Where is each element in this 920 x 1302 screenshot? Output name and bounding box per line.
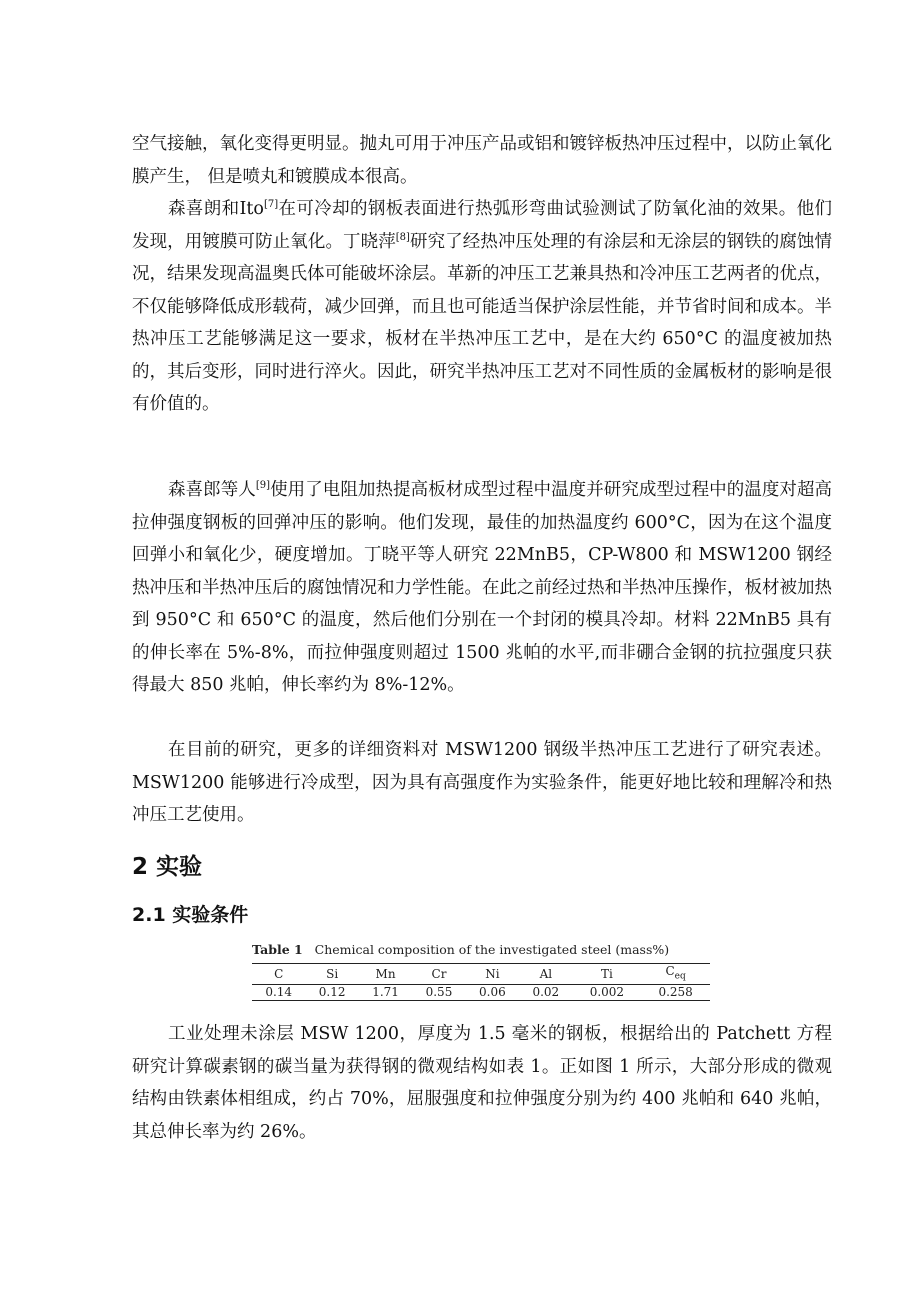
table-value-cell: 0.06 (479, 985, 506, 1000)
table-value-cell: 0.14 (265, 985, 293, 1000)
paragraph-text: 在可冷却的钢板表面进行热弧形弯曲试验测试了防氧化油的效果。他们发现，用镀膜可防止氧化。丁晓萍 (132, 199, 832, 252)
section-heading: 2 实验 (132, 854, 203, 880)
paragraph-text: 森喜郎等人 (168, 480, 256, 500)
paragraph-text: 在目前的研究，更多的详细资料对 MSW1200 钢级半热冲压工艺进行了研究表述。MSW1200 能够进行冷成型，因为具有高强度作为实验条件，能更好地比较和理解冷和热冲压工艺使用。 (132, 740, 832, 825)
table-caption-label: Table 1 (252, 942, 303, 957)
composition-table (252, 963, 710, 1001)
citation-ref: [7] (263, 199, 279, 210)
table-header-cell: Ti (573, 964, 642, 985)
table-header-cell: Mn (359, 964, 412, 985)
citation-ref: [9] (255, 480, 270, 491)
paragraph-text: 研究了经热冲压处理的有涂层和无涂层的钢铁的腐蚀情况，结果发现高温奥氏体可能破坏涂层。革新的冲压工艺兼具热和冷冲压工艺两者的优点，不仅能够降低成形载荷，减少回弹，而且也可能适当保护涂层性能，并节省时间和成本。半热冲压工艺能够满足这一要求，板材在半热冲压工艺中，是在大约 650°C 的温度被加热的，其后变形，同时进行淬火。因此，研究半热冲压工艺对不同性质的金属板材的影响是很有价值的。 (132, 231, 832, 414)
table-header-cell: Al (519, 964, 572, 985)
table-header-cell: Cr (412, 964, 465, 985)
table-header-subscript: eq (674, 971, 686, 982)
subsection-heading: 2.1 实验条件 (132, 904, 249, 926)
table-header-cell: C (252, 964, 305, 985)
table-value-row (252, 985, 710, 1001)
table-value-cell: 0.12 (318, 985, 346, 1000)
paragraph-text: 使用了电阻加热提高板材成型过程中温度并研究成型过程中的温度对超高拉伸强度钢板的回弹冲压的影响。他们发现，最佳的加热温度约 600°C，因为在这个温度回弹小和氧化少，硬度增加。丁晓平等人研究 22MnB5，CP-W800 和 MSW1200 钢经热冲压和半热冲压后的腐蚀情况和力学性能。在此之前经过热和半热冲压操作，板材被加热到 950°C 和 650°C 的温度，然后他们分别在一个封闭的模具冷却。材料 22MnB5 具有的伸长率在 5%-8%，而拉伸强度则超过 1500 兆帕的水平,而非硼合金钢的抗拉强度只获得最大 850 兆帕，伸长率约为 8%-12%。 (132, 480, 833, 695)
paragraph-resistance-heating (132, 474, 832, 702)
table-value-cell: 1.71 (372, 985, 399, 1000)
paragraph-material (132, 1018, 832, 1148)
paragraph-text: 工业处理未涂层 MSW 1200，厚度为 1.5 毫米的钢板，根据给出的 Patchett 方程研究计算碳素钢的碳当量为获得钢的微观结构如表 1。正如图 1 所示，大部分形成的微观结构由铁素体相组成，约占 70%，屈服强度和拉伸强度分别为约 400 兆帕和 640 兆帕，其总伸长率为约 26%。 (132, 1024, 832, 1142)
table-caption-text: Chemical composition of the investigated steel (mass%) (314, 942, 670, 957)
table-header-cell: Si (305, 964, 358, 985)
table-header-cell: $C_{eq}$ (641, 964, 710, 985)
paragraph-oxidation (132, 128, 832, 193)
paragraph-text: 空气接触，氧化变得更明显。抛丸可用于冲压产品或铝和镀锌板热冲压过程中，以防止氧化膜产生， 但是喷丸和镀膜成本很高。 (132, 134, 832, 187)
paragraph-current-study (132, 734, 832, 832)
table-value-cell: 0.258 (658, 985, 693, 1000)
table-value-cell: 0.002 (589, 985, 625, 1000)
table-header-row (252, 964, 710, 985)
citation-ref: [8] (395, 231, 410, 243)
paragraph-mori-ito (132, 193, 832, 421)
table-value-cell: 0.55 (425, 985, 453, 1000)
table-value-cell: 0.02 (532, 985, 560, 1000)
table-caption (252, 942, 708, 958)
table-header-cell: Ni (466, 964, 519, 985)
paragraph-text: 森喜朗和Ito (168, 199, 264, 219)
